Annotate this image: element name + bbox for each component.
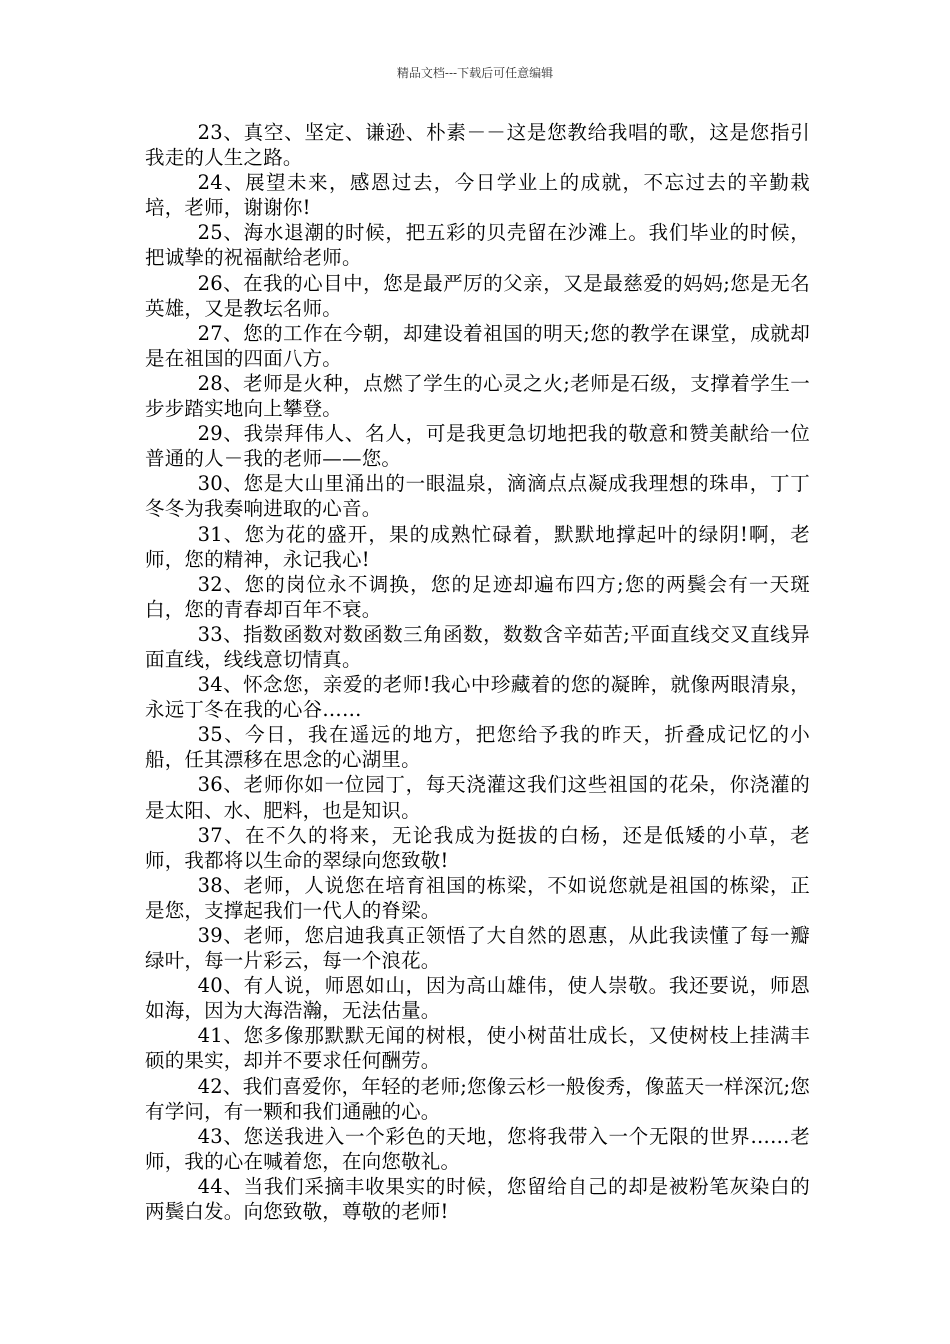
paragraph-32: 32、您的岗位永不调换，您的足迹却遍布四方;您的两鬓会有一天斑白，您的青春却百年不衰。 [145, 572, 810, 621]
page-header: 精品文档---下载后可任意编辑 [396, 66, 554, 80]
paragraph-31: 31、您为花的盛开，果的成熟忙碌着，默默地撑起叶的绿阴!啊，老师，您的精神，永记我心! [145, 522, 810, 571]
paragraph-43: 43、您送我进入一个彩色的天地，您将我带入一个无限的世界……老师，我的心在喊着您，在向您敬礼。 [145, 1124, 810, 1173]
paragraph-25: 25、海水退潮的时候，把五彩的贝壳留在沙滩上。我们毕业的时候，把诚挚的祝福献给老师。 [145, 221, 810, 270]
paragraph-40: 40、有人说，师恩如山，因为高山雄伟，使人崇敬。我还要说，师恩如海，因为大海浩瀚，无法估量。 [145, 974, 810, 1023]
paragraph-36: 36、老师你如一位园丁，每天浇灌这我们这些祖国的花朵，你浇灌的是太阳、水、肥料，也是知识。 [145, 773, 810, 822]
paragraph-42: 42、我们喜爱你，年轻的老师;您像云杉一般俊秀，像蓝天一样深沉;您有学问，有一颗和我们通融的心。 [145, 1074, 810, 1123]
paragraph-26: 26、在我的心目中，您是最严厉的父亲，又是最慈爱的妈妈;您是无名英雄，又是教坛名师。 [145, 271, 810, 320]
paragraph-38: 38、老师，人说您在培育祖国的栋梁，不如说您就是祖国的栋梁，正是您，支撑起我们一代人的脊梁。 [145, 873, 810, 922]
paragraph-24: 24、展望未来，感恩过去，今日学业上的成就，不忘过去的辛勤栽培，老师，谢谢你! [145, 171, 810, 220]
paragraph-29: 29、我崇拜伟人、名人，可是我更急切地把我的敬意和赞美献给一位普通的人－我的老师——您。 [145, 422, 810, 471]
paragraph-37: 37、在不久的将来，无论我成为挺拔的白杨，还是低矮的小草，老师，我都将以生命的翠绿向您致敬! [145, 823, 810, 872]
document-body [145, 120, 810, 1224]
paragraph-39: 39、老师，您启迪我真正领悟了大自然的恩惠，从此我读懂了每一瓣绿叶，每一片彩云，每一个浪花。 [145, 924, 810, 973]
paragraph-35: 35、今日，我在遥远的地方，把您给予我的昨天，折叠成记忆的小船，任其漂移在思念的心湖里。 [145, 723, 810, 772]
paragraph-34: 34、怀念您，亲爱的老师!我心中珍藏着的您的凝眸，就像两眼清泉，永远丁冬在我的心谷…… [145, 673, 810, 722]
paragraph-30: 30、您是大山里涌出的一眼温泉，滴滴点点凝成我理想的珠串，丁丁冬冬为我奏响进取的心音。 [145, 472, 810, 521]
paragraph-44: 44、当我们采摘丰收果实的时候，您留给自己的却是被粉笔灰染白的两鬓白发。向您致敬，尊敬的老师! [145, 1174, 810, 1224]
paragraph-28: 28、老师是火种，点燃了学生的心灵之火;老师是石级，支撑着学生一步步踏实地向上攀登。 [145, 371, 810, 421]
paragraph-33: 33、指数函数对数函数三角函数，数数含辛茹苦;平面直线交叉直线异面直线，线线意切情真。 [145, 622, 810, 671]
paragraph-23: 23、真空、坚定、谦逊、朴素－－这是您教给我唱的歌，这是您指引我走的人生之路。 [145, 121, 810, 170]
paragraph-41: 41、您多像那默默无闻的树根，使小树苗壮成长，又使树枝上挂满丰硕的果实，却并不要求任何酬劳。 [145, 1024, 810, 1073]
paragraph-27: 27、您的工作在今朝，却建设着祖国的明天;您的教学在课堂，成就却是在祖国的四面八方。 [145, 321, 810, 370]
